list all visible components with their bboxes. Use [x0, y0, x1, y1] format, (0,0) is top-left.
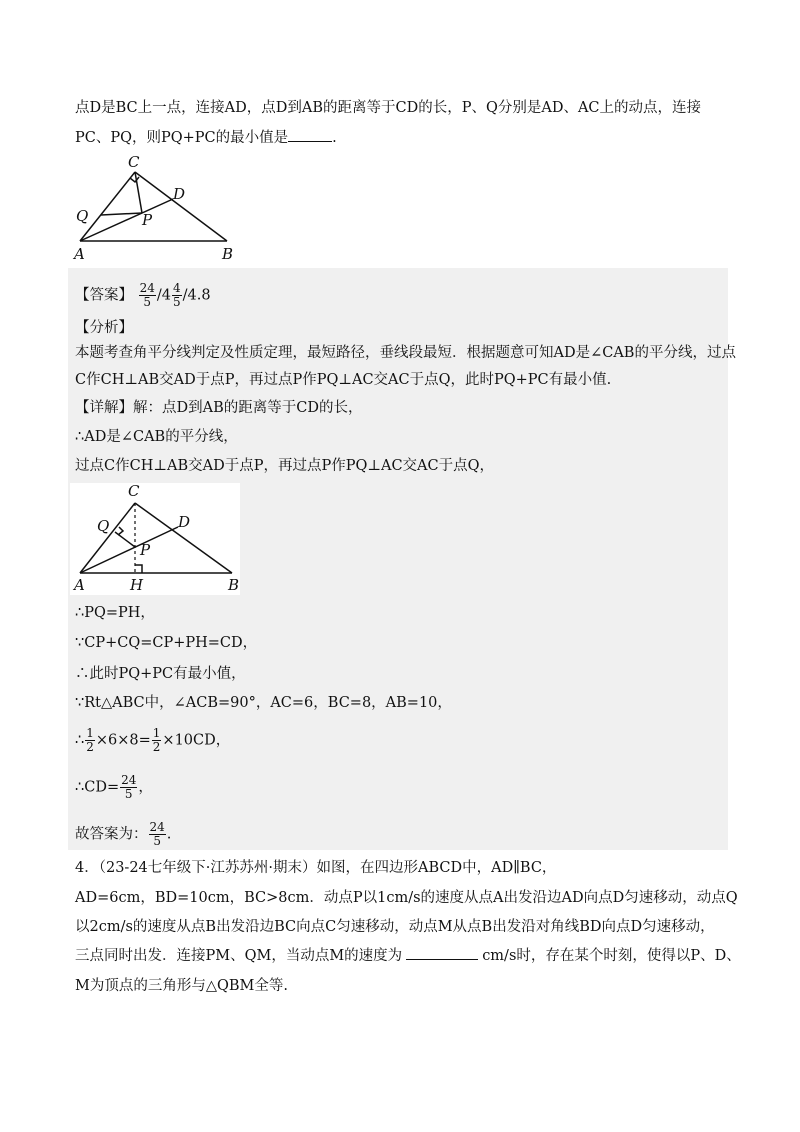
step-6-prefix: ∴CD=	[75, 779, 120, 796]
step-7	[75, 821, 171, 848]
step-1: ∴PQ=PH，	[75, 605, 155, 621]
step-7-prefix: 故答案为：	[75, 826, 148, 843]
question4-line5: M为顶点的三角形与△QBM全等.	[75, 978, 288, 994]
step-5-fraction-2: $\frac{1}{2}$	[152, 726, 161, 754]
label-p: P	[142, 211, 153, 229]
detail-line1	[75, 398, 362, 418]
figure1-triangle	[70, 155, 240, 263]
answer-fraction-1: $\frac{24}{5}$	[139, 281, 155, 309]
segment-cb	[135, 172, 227, 241]
figure2-triangle	[70, 483, 240, 595]
right-angle-mark-q	[118, 527, 123, 535]
label-c: C	[128, 482, 140, 500]
step-5-prefix: ∴	[75, 732, 85, 749]
question4-line4-prefix: 三点同时出发．连接PM、QM，当动点M的速度为	[75, 948, 403, 964]
right-angle-mark-h	[135, 565, 142, 573]
step-6-fraction: $\frac{24}{5}$	[121, 773, 137, 801]
step-4: ∵Rt△ABC中，∠ACB=90°，AC=6，BC=8，AB=10，	[75, 695, 452, 711]
question4-line3: 以2cm/s的速度从点B出发沿边BC向点C匀速移动，动点M从点B出发沿对角线BD向点D匀速移动，	[75, 919, 715, 935]
detail-line3: 过点C作CH⊥AB交AD于点P，再过点P作PQ⊥AC交AC于点Q，	[75, 458, 495, 474]
label-b: B	[222, 245, 234, 263]
answer-mixed-whole: 4	[161, 287, 172, 304]
label-d: D	[178, 513, 191, 531]
label-b: B	[228, 576, 240, 594]
speed-blank	[406, 959, 478, 960]
analysis-line1: 本题考查角平分线判定及性质定理，最短路径，垂线段最短．根据题意可知AD是∠CAB的平分线，过点	[75, 345, 736, 361]
question3-line2-end: .	[332, 130, 337, 146]
step-2: ∵CP+CQ=CP+PH=CD，	[75, 635, 258, 651]
answer-fraction-2: $\frac{4}{5}$	[173, 281, 181, 309]
segment-ad	[80, 527, 178, 573]
segment-qp	[101, 213, 142, 215]
step-5-middle: ×6×8=	[95, 732, 151, 749]
question4-line4-suffix: cm/s时，存在某个时刻，使得以P、D、	[482, 948, 741, 964]
question4-line2: AD=6cm，BD=10cm，BC>8cm．动点P以1cm/s的速度从点A出发沿边AD向点D匀速移动，动点Q	[75, 890, 738, 906]
label-c: C	[128, 153, 140, 171]
label-q: Q	[97, 517, 110, 535]
question4-line1: 4．（23-24七年级下·江苏苏州·期末）如图，在四边形ABCD中，AD∥BC，	[75, 860, 557, 876]
answer-blank	[288, 141, 332, 142]
answer-separator-1: /	[156, 287, 162, 304]
segment-ac	[80, 503, 135, 573]
step-5-end: ×10CD，	[162, 732, 231, 749]
label-p: P	[140, 541, 151, 559]
step-5-fraction-1: $\frac{1}{2}$	[86, 726, 94, 754]
answer-line	[75, 282, 211, 309]
analysis-label: 【分析】	[75, 320, 133, 336]
label-d: D	[173, 185, 186, 203]
question3-line1: 点D是BC上一点，连接AD，点D到AB的距离等于CD的长，P、Q分别是AD、AC上的动点，连接	[75, 100, 702, 116]
analysis-line2: C作CH⊥AB交AD于点P，再过点P作PQ⊥AC交AC于点Q，此时PQ+PC有最小值.	[75, 372, 612, 388]
step-7-fraction: $\frac{24}{5}$	[149, 820, 165, 848]
step-3: ∴此时PQ+PC有最小值，	[75, 666, 246, 682]
step-6-end: ，	[138, 779, 153, 796]
question3-line2	[75, 128, 337, 148]
segment-ad	[80, 199, 173, 241]
step-7-end: .	[166, 826, 172, 843]
label-a: A	[74, 245, 85, 263]
detail-line2: ∴AD是∠CAB的平分线，	[75, 429, 238, 445]
step-5	[75, 727, 230, 754]
question4-line4	[75, 946, 741, 966]
detail-label: 【详解】	[75, 400, 133, 416]
label-h: H	[130, 576, 144, 594]
answer-separator-2: /	[182, 287, 188, 304]
answer-decimal: 4.8	[187, 287, 211, 304]
label-q: Q	[76, 207, 89, 225]
answer-label: 【答案】	[75, 287, 133, 304]
step-6	[75, 774, 153, 801]
label-a: A	[74, 576, 85, 594]
detail-text: 解：点D到AB的距离等于CD的长，	[133, 400, 363, 416]
question3-line2-text: PC、PQ，则PQ+PC的最小值是	[75, 130, 289, 146]
